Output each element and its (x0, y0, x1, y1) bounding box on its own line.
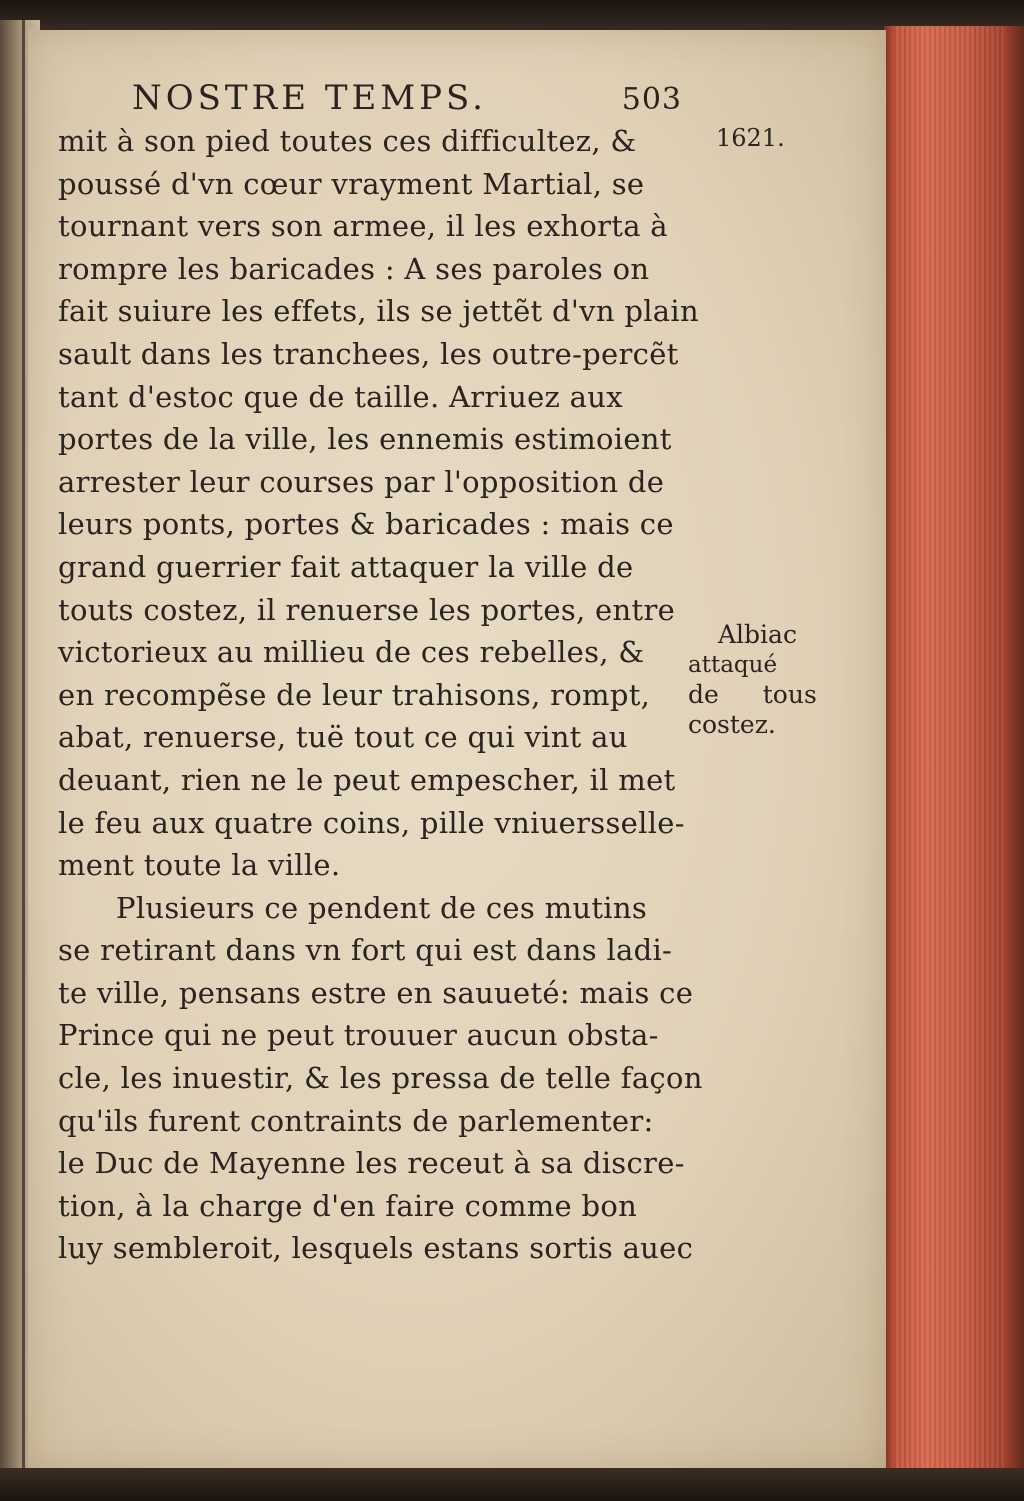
text-line: abat, renuerse, tuë tout ce qui vint au (58, 720, 628, 755)
text-line: touts costez, il renuerse les portes, entre (58, 592, 676, 627)
paragraph-start-line: Plusieurs ce pendent de ces mutins (116, 890, 648, 925)
text-line: tion, à la charge d'en faire comme bon (58, 1188, 638, 1223)
page-number: 503 (621, 82, 682, 117)
margin-note-line: Albiac (718, 620, 797, 649)
text-line: fait suiure les effets, ils se jettẽt d'vn plain (58, 294, 699, 329)
scan-bottom-edge (0, 1468, 1024, 1501)
fore-edge-texture (894, 26, 1004, 1501)
text-line: Prince qui ne peut trouuer aucun obsta- (58, 1018, 659, 1053)
margin-note-line: de tous (688, 680, 817, 709)
text-line: victorieux au millieu de ces rebelles, & (58, 635, 645, 670)
text-line: deuant, rien ne le peut empescher, il met (58, 762, 676, 797)
text-line: tant d'estoc que de taille. Arriuez aux (58, 379, 623, 414)
running-head-title: NOSTRE TEMPS. (132, 78, 487, 118)
text-line: mit à son pied toutes ces difficultez, & (58, 124, 637, 158)
text-line: se retirant dans vn fort qui est dans ladi- (58, 933, 673, 968)
text-line: en recompẽse de leur trahisons, rompt, (58, 677, 651, 712)
red-fore-edge (884, 26, 1024, 1501)
margin-note (686, 620, 836, 740)
text-line: sault dans les tranchees, les outre-percẽt (58, 336, 679, 371)
text-line: qu'ils furent contraints de parlementer: (58, 1103, 654, 1138)
text-line: poussé d'vn cœur vrayment Martial, se (58, 166, 645, 201)
text-line: arrester leur courses par l'opposition de (58, 464, 665, 499)
text-line: rompre les baricades : A ses paroles on (58, 251, 650, 286)
margin-note-line: attaqué (688, 652, 778, 678)
text-line: cle, les inuestir, & les pressa de telle façon (58, 1061, 703, 1096)
text-line: le Duc de Mayenne les receut à sa discre- (58, 1146, 685, 1181)
scan-top-edge (0, 0, 1024, 34)
text-line: te ville, pensans estre en sauueté: mais ce (58, 975, 694, 1010)
margin-note-line: costez. (688, 710, 776, 739)
text-line: leurs ponts, portes & baricades : mais ce (58, 507, 674, 542)
text-line: grand guerrier fait attaquer la ville de (58, 549, 634, 584)
text-line: ment toute la ville. (58, 848, 341, 883)
running-head (132, 78, 682, 124)
text-line: le feu aux quatre coins, pille vniuersselle- (58, 805, 685, 840)
gutter-line (22, 20, 25, 1501)
text-line: tournant vers son armee, il les exhorta à (58, 209, 668, 244)
text-line: portes de la ville, les ennemis estimoient (58, 422, 672, 457)
body-text (58, 120, 703, 1270)
margin-date: 1621. (716, 124, 785, 152)
text-line: luy sembleroit, lesquels estans sortis auec (58, 1231, 694, 1266)
